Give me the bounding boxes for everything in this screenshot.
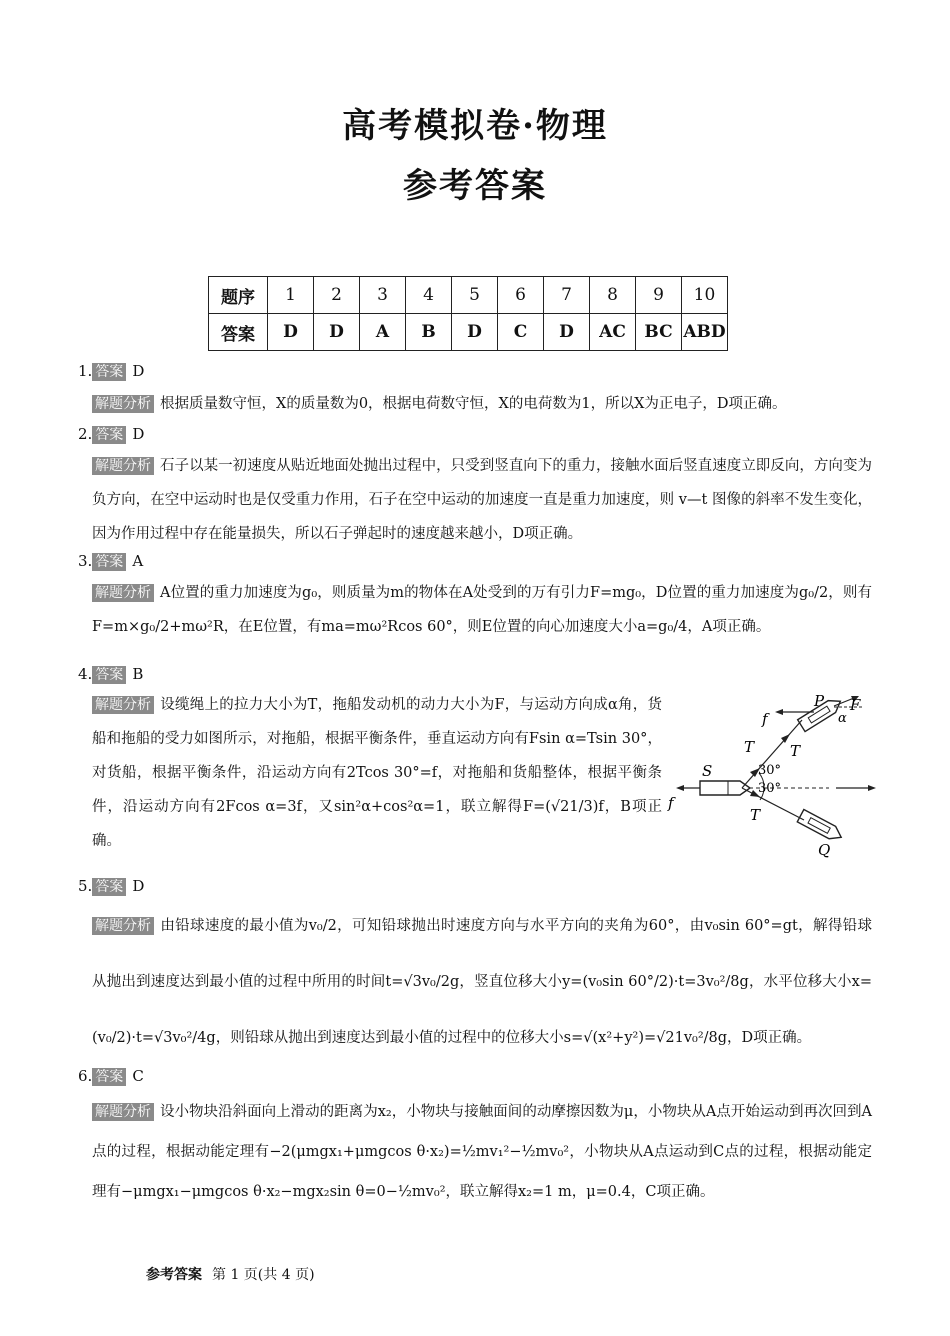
label-angle-lower: 30° [758, 781, 782, 796]
question-number: 3. [78, 552, 93, 570]
analysis-text: 设小物块沿斜面向上滑动的距离为x₂，小物块与接触面间的动摩擦因数为μ，小物块从A点开始运动到再次回到A点的过程，根据动能定理有−2(μmgx₁+μmgcos θ·x₂)=½mv₁²−½mv₀²，小物块从A点运动到C点的过程，根据动能定理有−μmgx₁−μmgcos θ·x₂−mgx₂sin θ=0−½mv₀²，联立解得x₂=1 m，μ=0.4，C项正确。 [92, 1104, 872, 1200]
question-number: 2. [78, 425, 93, 443]
label-p: P [814, 692, 825, 710]
table-cell-number: 10 [682, 277, 728, 314]
table-cell-number: 3 [360, 277, 406, 314]
answer-tag: 答案 [92, 553, 126, 571]
table-cell-number: 7 [544, 277, 590, 314]
table-cell-answer: D [314, 314, 360, 351]
footer-page-number: 第 1 页(共 4 页) [212, 1267, 315, 1283]
answer-value: C [132, 1067, 144, 1085]
table-cell-number: 4 [406, 277, 452, 314]
question-4-analysis [92, 688, 662, 858]
analysis-text: A位置的重力加速度为g₀，则质量为m的物体在A处受到的万有引力F=mg₀，D位置的重力加速度为g₀/2，则有F=m×g₀/2+mω²R，在E位置，有ma=mω²Rcos 60°，则E位置的向心加速度大小a=g₀/4，A项正确。 [92, 585, 872, 635]
label-t-upper: T [744, 738, 755, 756]
question-4-answer-line [78, 664, 143, 684]
analysis-text: 设缆绳上的拉力大小为T，拖船发动机的动力大小为F，与运动方向成α角，货船和拖船的受力如图所示，对拖船，根据平衡条件，垂直运动方向有Fsin α=Tsin 30°，对货船，根据平衡条件，沿运动方向有2Tcos 30°=f，对拖船和货船整体，根据平衡条件，沿运动方向有2Fcos α=3f，又sin²α+cos²α=1，联立解得F=(√21/3)f，B项正确。 [92, 697, 662, 849]
answer-tag: 答案 [92, 363, 126, 381]
question-number: 6. [78, 1067, 93, 1085]
table-cell-number: 9 [636, 277, 682, 314]
analysis-text: 由铅球速度的最小值为v₀/2，可知铅球抛出时速度方向与水平方向的夹角为60°，由v₀sin 60°=gt，解得铅球从抛出到速度达到最小值的过程中所用的时间t=√3v₀/2g，竖直位移大小y=(v₀sin 60°/2)·t=3v₀²/8g，水平位移大小x=(v₀/2)·t=√3v₀²/4g，则铅球从抛出到速度达到最小值的过程中的位移大小s=√(x²+y²)=√21v₀²/8g，D项正确。 [92, 918, 872, 1046]
question-3-answer-line [78, 551, 143, 571]
label-f-drive: F [850, 696, 861, 714]
question-1-analysis [92, 387, 872, 421]
question-2-answer-line [78, 424, 144, 444]
motion-arrow-head [868, 785, 876, 791]
table-cell-answer: ABD [682, 314, 728, 351]
table-cell-number: 2 [314, 277, 360, 314]
question-number: 1. [78, 362, 93, 380]
table-cell-number: 5 [452, 277, 498, 314]
answer-tag: 答案 [92, 1068, 126, 1086]
question-2-analysis [92, 449, 872, 551]
table-header-answer: 答案 [209, 314, 268, 351]
table-cell-answer: C [498, 314, 544, 351]
label-s: S [702, 762, 713, 780]
label-q: Q [818, 841, 831, 859]
label-angle-upper: 30° [758, 763, 782, 778]
table-cell-answer: BC [636, 314, 682, 351]
analysis-tag: 解题分析 [92, 1103, 154, 1121]
answer-tag: 答案 [92, 666, 126, 684]
answer-value: D [132, 877, 145, 895]
footer-label: 参考答案 [146, 1267, 202, 1283]
page-subtitle: 参考答案 [403, 166, 547, 206]
analysis-tag: 解题分析 [92, 457, 154, 475]
table-cell-answer: D [544, 314, 590, 351]
analysis-tag: 解题分析 [92, 696, 154, 714]
label-t-right: T [790, 742, 801, 760]
answer-tag: 答案 [92, 878, 126, 896]
question-5-answer-line [78, 876, 144, 896]
table-cell-number: 6 [498, 277, 544, 314]
question-1-answer-line [78, 361, 144, 381]
label-f-s: f [668, 794, 674, 812]
analysis-tag: 解题分析 [92, 584, 154, 602]
table-cell-number: 1 [268, 277, 314, 314]
question-3-analysis [92, 576, 872, 644]
table-cell-answer: D [452, 314, 498, 351]
question-number: 5. [78, 877, 93, 895]
table-header-number: 题序 [209, 277, 268, 314]
table-cell-number: 8 [590, 277, 636, 314]
answer-tag: 答案 [92, 426, 126, 444]
answer-table [208, 276, 728, 351]
table-cell-answer: AC [590, 314, 636, 351]
boat-q [797, 809, 844, 843]
page-footer [146, 1264, 315, 1284]
analysis-tag: 解题分析 [92, 917, 154, 935]
label-f-p: f [762, 710, 768, 728]
analysis-text: 根据质量数守恒，X的质量数为0，根据电荷数守恒，X的电荷数为1，所以X为正电子，D项正确。 [160, 396, 787, 412]
analysis-text: 石子以某一初速度从贴近地面处抛出过程中，只受到竖直向下的重力，接触水面后竖直速度立即反向，方向变为负方向，在空中运动时也是仅受重力作用，石子在空中运动的加速度一直是重力加速度，则 v—t 图像的斜率不发生变化，因为作用过程中存在能量损失，所以石子弹起时的速度越来越小，D项正确。 [92, 458, 872, 542]
label-t-lower: T [750, 806, 761, 824]
question-6-analysis [92, 1092, 872, 1212]
friction-arrow-p-head [775, 709, 783, 715]
question-5-analysis [92, 898, 872, 1066]
analysis-tag: 解题分析 [92, 395, 154, 413]
question-number: 4. [78, 665, 93, 683]
force-diagram [664, 690, 884, 860]
label-alpha: α [838, 711, 847, 726]
question-6-answer-line [78, 1066, 144, 1086]
page-title: 高考模拟卷·物理 [342, 106, 608, 146]
table-cell-answer: B [406, 314, 452, 351]
answer-value: D [132, 362, 145, 380]
answer-value: B [132, 665, 144, 683]
table-cell-answer: A [360, 314, 406, 351]
table-cell-answer: D [268, 314, 314, 351]
friction-arrow-s-head [676, 785, 684, 791]
answer-value: A [132, 552, 144, 570]
answer-value: D [132, 425, 145, 443]
